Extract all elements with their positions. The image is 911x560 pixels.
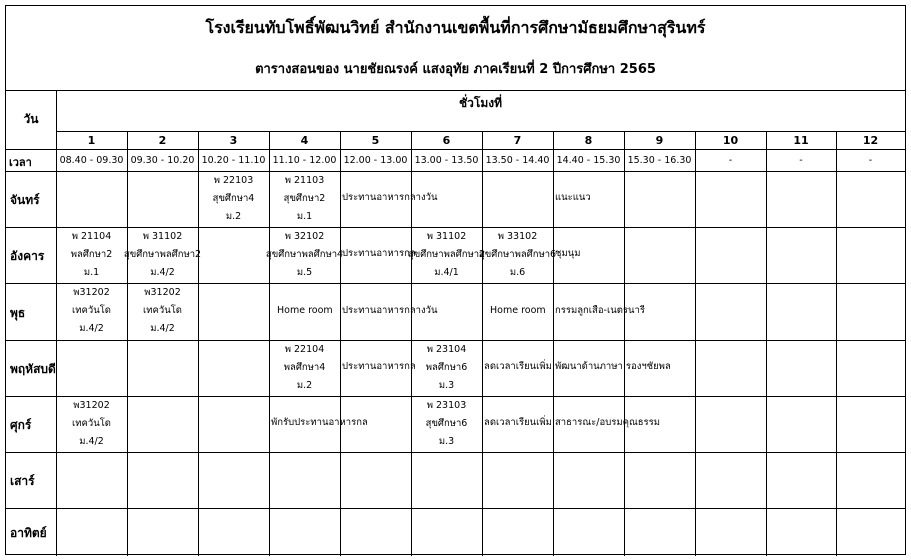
period-number: 7 <box>513 134 522 147</box>
grid-line-horizontal <box>6 149 905 150</box>
time-slot: 08.40 - 09.30 <box>59 155 124 166</box>
time-slot: 13.00 - 13.50 <box>414 155 479 166</box>
class-entry-line: เทควันโด <box>72 305 111 316</box>
class-entry-line: พ 21103 <box>284 175 325 186</box>
activity-entry: พัฒนาด้านภาษา รองฯชัยพล <box>555 361 671 372</box>
activity-entry: พักรับประทานอาหารกล <box>271 417 368 428</box>
day-label: เสาร์ <box>10 474 35 488</box>
time-slot: 11.10 - 12.00 <box>272 155 337 166</box>
class-entry-line: ม.4/2 <box>150 267 175 278</box>
period-number: 2 <box>158 134 167 147</box>
class-entry-line: สุขศึกษาพลศึกษา2 <box>407 249 486 260</box>
class-entry-line: พ 21104 <box>71 231 112 242</box>
grid-line-horizontal <box>56 131 905 132</box>
class-entry-line: พลศึกษา6 <box>425 362 468 373</box>
period-number: 5 <box>371 134 380 147</box>
period-number: 6 <box>442 134 451 147</box>
activity-entry: ประทานอาหารกลางวัน <box>342 304 438 316</box>
class-entry-line: พ31202 <box>144 287 181 298</box>
class-entry-line: ม.1 <box>83 267 100 278</box>
class-entry-line: สุขศึกษา6 <box>425 418 468 429</box>
class-entry-line: ม.3 <box>438 380 455 391</box>
time-slot: 15.30 - 16.30 <box>627 155 692 166</box>
class-entry-line: พ 22104 <box>284 344 325 355</box>
activity-entry: ลดเวลาเรียนเพิ่ม <box>484 361 552 372</box>
grid-line-horizontal <box>6 340 905 341</box>
grid-line-vertical <box>766 131 767 556</box>
activity-entry: สาธารณะ/อบรมคุณธรรม <box>555 417 661 428</box>
grid-line-vertical <box>553 131 554 556</box>
class-entry-line: สุขศึกษาพลศึกษา4 <box>265 249 344 260</box>
activity-entry: Home room <box>277 304 333 316</box>
activity-entry: ประทานอาหารกลางวัน <box>342 192 438 203</box>
day-label: อาทิตย์ <box>10 526 47 540</box>
period-number: 11 <box>793 134 809 147</box>
class-entry-line: พ 32102 <box>284 231 325 242</box>
time-slot: - <box>868 155 873 166</box>
page-subtitle: ตารางสอนของ นายชัยณรงค์ แสงอุทัย ภาคเรียนที่ 2 ปีการศึกษา 2565 <box>255 62 656 77</box>
day-header-label: วัน <box>23 112 39 126</box>
activity-entry: แนะแนว <box>555 192 591 203</box>
class-entry-line: พ 23104 <box>426 344 467 355</box>
activity-entry: ลดเวลาเรียนเพิ่ม <box>484 417 552 428</box>
activity-entry: Home room <box>490 304 546 316</box>
day-label: อังคาร <box>10 249 45 263</box>
class-entry-line: พ 33102 <box>497 231 538 242</box>
time-slot: 14.40 - 15.30 <box>556 155 621 166</box>
grid-line-vertical <box>127 131 128 556</box>
time-row-label: เวลา <box>9 156 32 169</box>
activity-entry: ชุมนุม <box>555 248 581 259</box>
activity-entry: ประทานอาหารกล <box>342 361 416 372</box>
grid-line-horizontal <box>6 227 905 228</box>
time-slot: 12.00 - 13.00 <box>343 155 408 166</box>
grid-line-vertical <box>695 131 696 556</box>
class-entry-line: พลศึกษา4 <box>283 362 326 373</box>
grid-line-horizontal <box>6 452 905 453</box>
grid-line-vertical <box>836 131 837 556</box>
day-label: จันทร์ <box>10 193 40 207</box>
class-entry-line: สุขศึกษาพลศึกษา6 <box>478 249 557 260</box>
class-entry-line: ม.5 <box>296 267 313 278</box>
period-number: 12 <box>862 134 879 147</box>
class-entry-line: พ31202 <box>73 287 110 298</box>
class-entry-line: ม.4/2 <box>150 323 175 334</box>
class-entry-line: สุขศึกษา4 <box>212 193 255 204</box>
period-number: 4 <box>300 134 309 147</box>
day-label: ศุกร์ <box>10 418 32 432</box>
day-label: พุธ <box>10 305 26 320</box>
class-entry-line: ม.4/2 <box>79 436 104 447</box>
period-number: 1 <box>87 134 96 147</box>
class-entry-line: สุขศึกษาพลศึกษา2 <box>123 249 202 260</box>
grid-line-horizontal <box>6 283 905 284</box>
class-entry-line: พ 31102 <box>142 231 183 242</box>
grid-line-horizontal <box>6 508 905 509</box>
time-slot: 10.20 - 11.10 <box>201 155 266 166</box>
day-label: พฤหัสบดี <box>10 362 56 376</box>
class-entry-line: พลศึกษา2 <box>70 249 113 260</box>
period-number: 10 <box>722 134 739 147</box>
class-entry-line: สุขศึกษา2 <box>283 193 326 204</box>
class-entry-line: ม.2 <box>225 211 242 222</box>
period-number: 3 <box>229 134 238 147</box>
period-header-label: ชั่วโมงที่ <box>458 96 502 110</box>
class-entry-line: ม.4/1 <box>434 267 459 278</box>
grid-line-vertical <box>624 131 625 556</box>
class-entry-line: ม.6 <box>509 267 526 278</box>
page-title: โรงเรียนทับโพธิ์พัฒนวิทย์ สำนักงานเขตพื้นที่การศึกษามัธยมศึกษาสุรินทร์ <box>205 18 706 37</box>
class-entry-line: ม.4/2 <box>79 323 104 334</box>
time-slot: - <box>728 155 733 166</box>
class-entry-line: เทควันโด <box>72 418 111 429</box>
grid-line-horizontal <box>6 171 905 172</box>
period-number: 8 <box>584 134 593 147</box>
class-entry-line: พ31202 <box>73 400 110 411</box>
class-entry-line: ม.1 <box>296 211 313 222</box>
class-entry-line: ม.3 <box>438 436 455 447</box>
activity-entry: กรรมลูกเสือ-เนตรนารี <box>555 304 645 316</box>
class-entry-line: เทควันโด <box>143 305 182 316</box>
period-number: 9 <box>655 134 664 147</box>
class-entry-line: พ 23103 <box>426 400 467 411</box>
class-entry-line: ม.2 <box>296 380 313 391</box>
timetable-sheet <box>5 5 906 555</box>
time-slot: - <box>799 155 803 166</box>
activity-entry: ประทานอาหารกล <box>342 248 416 259</box>
time-slot: 09.30 - 10.20 <box>130 155 195 166</box>
timetable-header <box>6 6 905 91</box>
time-slot: 13.50 - 14.40 <box>485 155 550 166</box>
class-entry-line: พ 31102 <box>426 231 467 242</box>
class-entry-line: พ 22103 <box>213 175 254 186</box>
grid-line-horizontal <box>6 396 905 397</box>
